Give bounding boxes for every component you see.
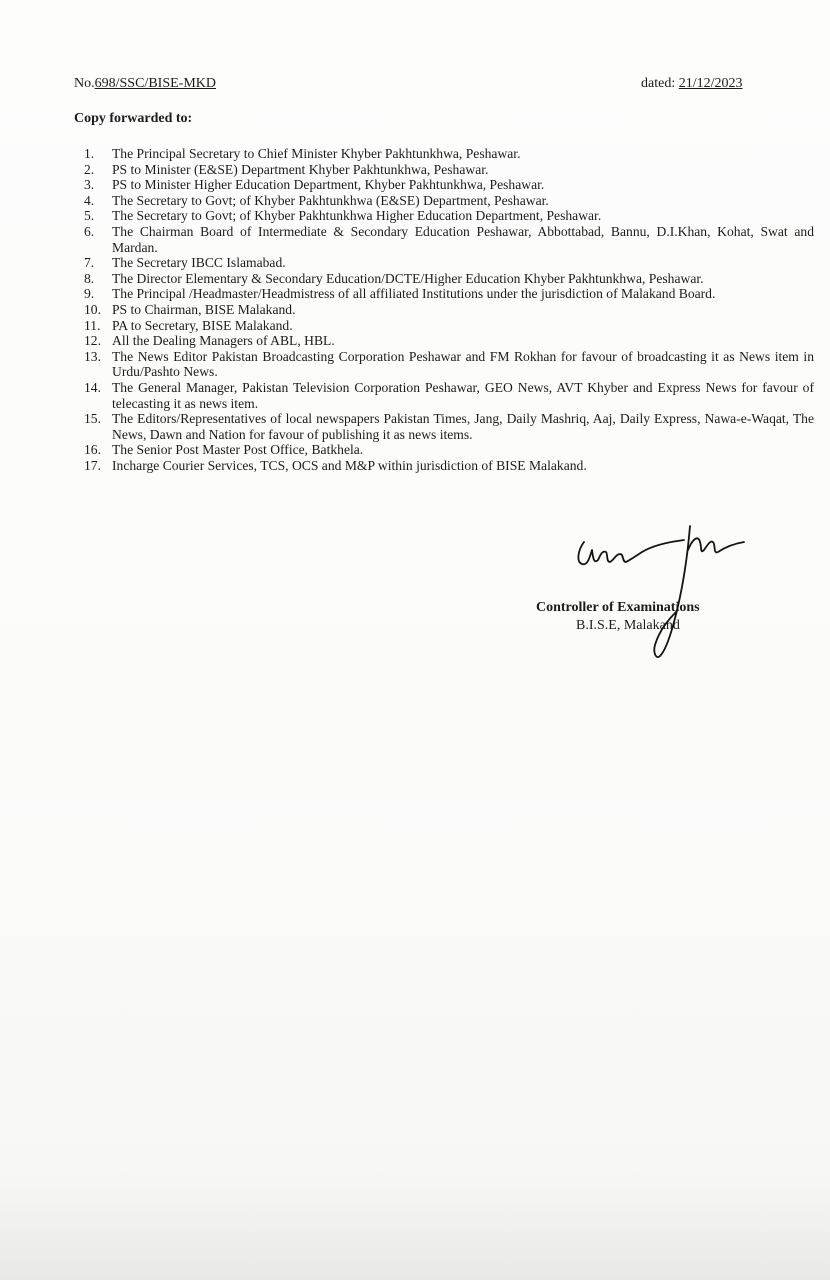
item-text: The Editors/Representatives of local newspapers Pakistan Times, Jang, Daily Mashriq, Aaj, Daily Express, Nawa-e-Waqat, The News, Dawn and Nation for favour of publishing it as news items. [112, 411, 814, 442]
item-number: 6. [84, 223, 95, 239]
signatory-title: Controller of Examinations [536, 600, 700, 615]
list-item [84, 177, 814, 193]
list-item [84, 333, 814, 349]
item-number: 14. [84, 379, 101, 395]
item-number: 15. [84, 411, 101, 427]
dated-label: dated: [641, 76, 679, 91]
reference-number [74, 76, 216, 92]
item-text: The Secretary to Govt; of Khyber Pakhtunkhwa Higher Education Department, Peshawar. [112, 208, 602, 224]
item-number: 10. [84, 301, 101, 317]
list-item [84, 162, 814, 178]
page-edge-shadow [0, 1170, 830, 1280]
list-item [84, 208, 814, 224]
item-text: The Chairman Board of Intermediate & Secondary Education Peshawar, Abbottabad, Bannu, D.I.Khan, Kohat, Swat and Mardan. [112, 223, 814, 255]
item-text: The Principal Secretary to Chief Minister Khyber Pakhtunkhwa, Peshawar. [112, 146, 521, 161]
reference-value: 698/SSC/BISE-MKD [94, 76, 216, 91]
copy-forwarded-heading: Copy forwarded to: [74, 111, 193, 126]
item-number: 3. [84, 177, 95, 193]
handwritten-signature [572, 520, 762, 670]
list-item [84, 146, 814, 162]
item-number: 8. [84, 270, 95, 286]
item-text: The News Editor Pakistan Broadcasting Corporation Peshawar and FM Rokhan for favour of broadcasting it as News item in Urdu/Pashto News. [112, 348, 814, 380]
item-text: Incharge Courier Services, TCS, OCS and M&P within jurisdiction of BISE Malakand. [112, 457, 587, 473]
list-item [84, 193, 814, 209]
item-number: 11. [84, 317, 101, 333]
item-number: 12. [84, 333, 101, 349]
item-text: The Secretary to Govt; of Khyber Pakhtunkhwa (E&SE) Department, Peshawar. [112, 192, 549, 208]
signatory-organization: B.I.S.E, Malakand [576, 618, 680, 633]
list-item [84, 224, 814, 255]
list-item [84, 318, 814, 334]
item-text: PS to Minister Higher Education Department, Khyber Pakhtunkhwa, Peshawar. [112, 177, 545, 193]
item-number: 1. [84, 146, 95, 161]
item-text: The General Manager, Pakistan Television Corporation Peshawar, GEO News, AVT Khyber and Express News for favour of telecasting it as news item. [112, 379, 814, 411]
list-item [84, 255, 814, 271]
item-number: 5. [84, 208, 95, 224]
item-number: 7. [84, 255, 95, 271]
item-text: PS to Chairman, BISE Malakand. [112, 301, 296, 317]
list-item [84, 442, 814, 458]
item-text: All the Dealing Managers of ABL, HBL. [112, 333, 335, 349]
item-number: 13. [84, 348, 101, 364]
dated-value: 21/12/2023 [678, 76, 743, 91]
item-text: The Principal /Headmaster/Headmistress of all affiliated Institutions under the jurisdiction of Malakand Board. [112, 286, 716, 302]
item-number: 2. [84, 161, 95, 177]
item-text: The Senior Post Master Post Office, Batkhela. [112, 442, 364, 458]
item-text: The Secretary IBCC Islamabad. [112, 255, 286, 271]
list-item [84, 302, 814, 318]
item-number: 9. [84, 286, 95, 302]
list-item [84, 286, 814, 302]
list-item [84, 349, 814, 380]
issue-date [641, 76, 743, 92]
item-text: PS to Minister (E&SE) Department Khyber Pakhtunkhwa, Peshawar. [112, 161, 489, 177]
list-item [84, 458, 814, 474]
list-item [84, 380, 814, 411]
item-number: 16. [84, 442, 101, 458]
reference-prefix: No. [74, 76, 95, 91]
item-text: The Director Elementary & Secondary Education/DCTE/Higher Education Khyber Pakhtunkhwa, Peshawar. [112, 270, 704, 286]
recipient-list [84, 146, 814, 473]
item-text: PA to Secretary, BISE Malakand. [112, 317, 293, 333]
list-item [84, 271, 814, 287]
item-number: 4. [84, 192, 95, 208]
item-number: 17. [84, 457, 101, 473]
list-item [84, 411, 814, 442]
